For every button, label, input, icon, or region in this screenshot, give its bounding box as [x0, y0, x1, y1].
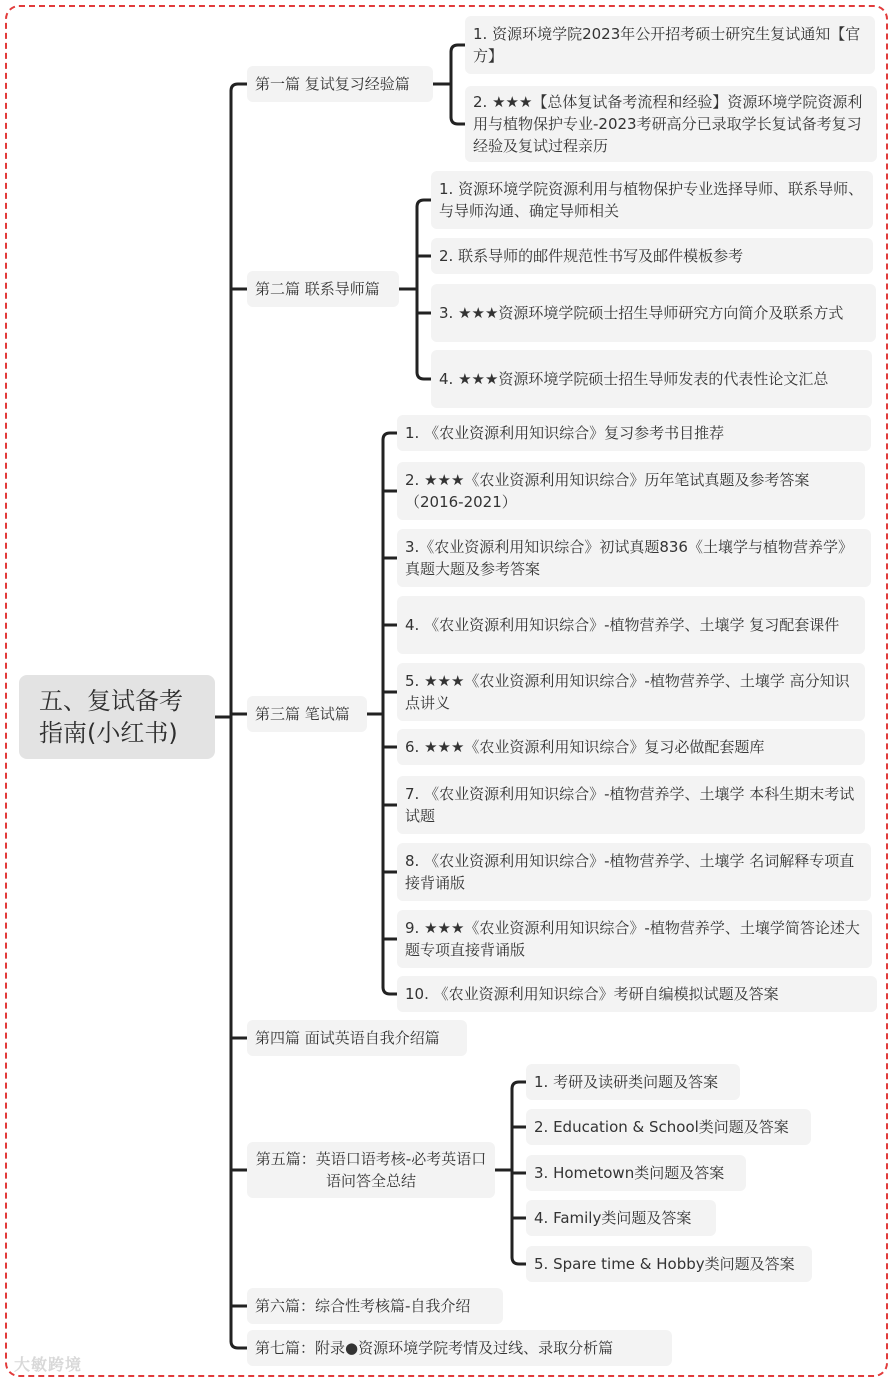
- leaf-node-label: 5. ★★★《农业资源利用知识综合》-植物营养学、土壤学 高分知识点讲义: [405, 672, 850, 712]
- leaf-node-label: 3.《农业资源利用知识综合》初试真题836《土壤学与植物营养学》真题大题及参考答案: [405, 538, 853, 578]
- leaf-node: [431, 350, 872, 408]
- leaf-node: [397, 663, 865, 721]
- branch-node-label: 第六篇：综合性考核篇-自我介绍: [255, 1297, 471, 1315]
- leaf-node: [397, 910, 872, 968]
- leaf-node: [526, 1064, 740, 1100]
- connector-line: [512, 1257, 526, 1264]
- branch-node-label: 第七篇：附录●资源环境学院考情及过线、录取分析篇: [255, 1339, 614, 1357]
- branch-node: [247, 271, 399, 307]
- leaf-node: [397, 529, 871, 587]
- leaf-node-label: 7. 《农业资源利用知识综合》-植物营养学、土壤学 本科生期末考试试题: [405, 785, 855, 825]
- leaf-node-label: 4. 《农业资源利用知识综合》-植物营养学、土壤学 复习配套课件: [405, 616, 840, 634]
- leaf-node: [465, 86, 877, 162]
- leaf-node-label: 1. 资源环境学院资源利用与植物保护专业选择导师、联系导师、与导师沟通、确定导师相关: [439, 180, 864, 220]
- root-node: [19, 675, 215, 759]
- branch-node: [247, 1330, 672, 1366]
- connector-line: [451, 117, 465, 124]
- leaf-node-label: 6. ★★★《农业资源利用知识综合》复习必做配套题库: [405, 738, 765, 756]
- leaf-node: [397, 976, 877, 1012]
- leaf-node: [431, 284, 876, 342]
- branch-node-label: 第四篇 面试英语自我介绍篇: [255, 1029, 440, 1047]
- leaf-node: [397, 596, 865, 654]
- leaf-node: [397, 843, 871, 901]
- leaf-node-label: 2. Education & School类问题及答案: [534, 1118, 789, 1136]
- branch-node: [247, 1288, 503, 1324]
- leaf-node-label: 4. Family类问题及答案: [534, 1209, 692, 1227]
- leaf-node: [397, 415, 871, 451]
- branch-node: [247, 1020, 467, 1056]
- leaf-node-label: 3. Hometown类问题及答案: [534, 1164, 725, 1182]
- connector-line: [417, 372, 431, 379]
- connector-line: [512, 1082, 526, 1089]
- leaf-node-label: 1. 资源环境学院2023年公开招考硕士研究生复试通知【官方】: [473, 25, 861, 65]
- connector-line: [417, 200, 431, 207]
- leaf-node: [397, 729, 865, 765]
- connector-line: [383, 987, 397, 994]
- branch-node-label: 第五篇：英语口语考核-必考英语口语问答全总结: [255, 1150, 487, 1190]
- leaf-node: [397, 462, 865, 520]
- connector-line: [231, 84, 247, 91]
- leaf-node: [431, 238, 873, 274]
- branch-node-label: 第一篇 复试复习经验篇: [255, 75, 410, 93]
- connector-line: [451, 45, 465, 52]
- leaf-node-label: 2. ★★★【总体复试备考流程和经验】资源环境学院资源利用与植物保护专业-2023考研高分已录取学长复试备考复习经验及复试过程亲历: [473, 93, 863, 155]
- leaf-node: [465, 16, 875, 74]
- leaf-node: [431, 171, 873, 229]
- leaf-node-label: 1. 《农业资源利用知识综合》复习参考书目推荐: [405, 424, 725, 442]
- leaf-node-label: 4. ★★★资源环境学院硕士招生导师发表的代表性论文汇总: [439, 370, 829, 388]
- leaf-node-label: 1. 考研及读研类问题及答案: [534, 1073, 719, 1091]
- connector-line: [383, 433, 397, 440]
- branch-node: [247, 66, 433, 102]
- leaf-node: [526, 1109, 811, 1145]
- connector-line: [231, 1341, 247, 1348]
- branch-node-label: 第二篇 联系导师篇: [255, 280, 380, 298]
- leaf-node: [397, 776, 865, 834]
- branch-node-label: 第三篇 笔试篇: [255, 705, 350, 723]
- leaf-node-label: 2. ★★★《农业资源利用知识综合》历年笔试真题及参考答案（2016-2021）: [405, 471, 810, 511]
- branch-node: [247, 696, 367, 732]
- leaf-node-label: 5. Spare time & Hobby类问题及答案: [534, 1255, 795, 1273]
- leaf-node-label: 3. ★★★资源环境学院硕士招生导师研究方向简介及联系方式: [439, 304, 844, 322]
- watermark: 大敏跨境: [14, 1355, 83, 1374]
- root-node-label: 五、复试备考指南(小红书): [39, 687, 183, 747]
- branch-node: [247, 1142, 495, 1198]
- leaf-node: [526, 1246, 812, 1282]
- leaf-node: [526, 1200, 716, 1236]
- leaf-node-label: 2. 联系导师的邮件规范性书写及邮件模板参考: [439, 247, 744, 265]
- leaf-node: [526, 1155, 746, 1191]
- leaf-node-label: 8. 《农业资源利用知识综合》-植物营养学、土壤学 名词解释专项直接背诵版: [405, 852, 855, 892]
- leaf-node-label: 9. ★★★《农业资源利用知识综合》-植物营养学、土壤学简答论述大题专项直接背诵版: [405, 919, 860, 959]
- leaf-node-label: 10. 《农业资源利用知识综合》考研自编模拟试题及答案: [405, 985, 779, 1003]
